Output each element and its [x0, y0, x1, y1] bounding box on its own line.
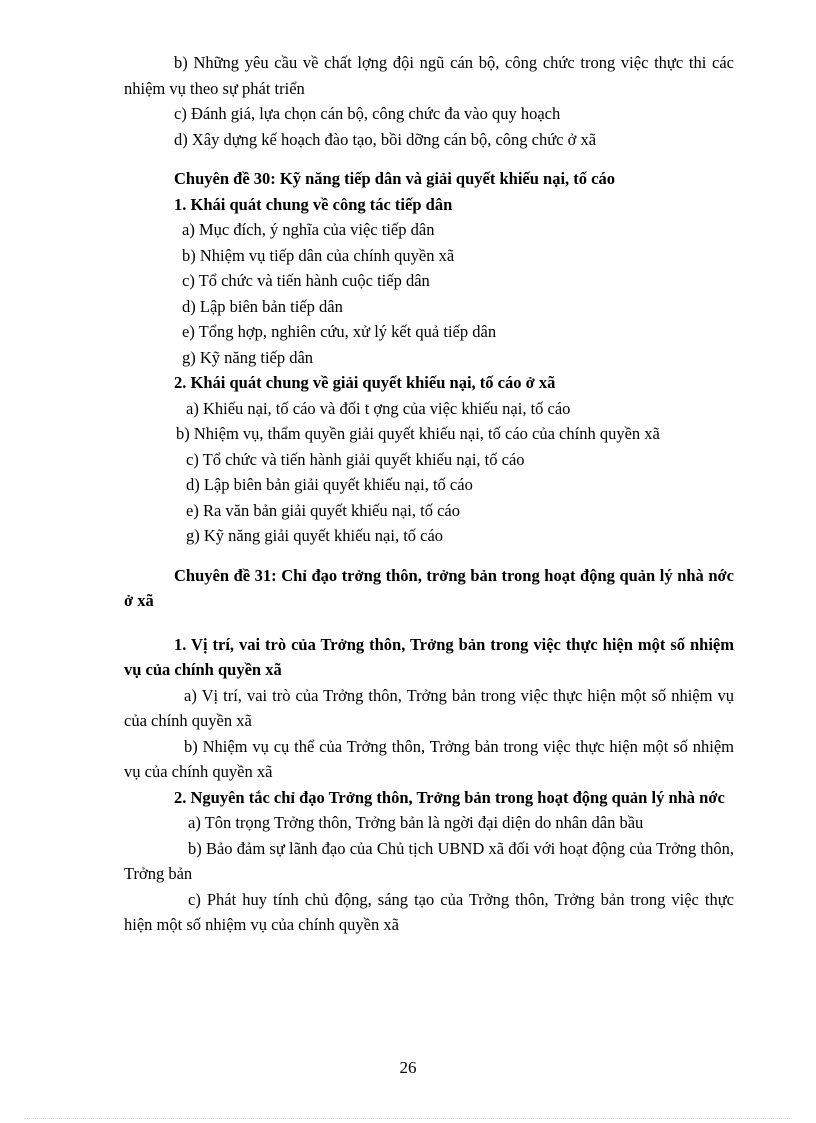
s31-part2-item: a) Tôn trọng Trởng thôn, Trởng bản là ngời đại diện do nhân dân bầu [188, 813, 644, 832]
s30-part2-item: e) Ra văn bản giải quyết khiếu nại, tố cáo [186, 500, 460, 520]
s29-item-c: c) Đánh giá, lựa chọn cán bộ, công chức đa vào quy hoạch [174, 104, 561, 123]
s30-part1-item: c) Tổ chức và tiến hành cuộc tiếp dân [182, 271, 430, 290]
page-bottom-border [24, 1118, 792, 1119]
s31-part2-heading: 2. Nguyên tắc chỉ đạo Trởng thôn, Trởng bản trong hoạt động quản lý nhà nớc [174, 787, 725, 807]
s31-part2-item: c) Phát huy tính chủ động, sáng tạo của Trởng thôn, Trởng bản trong việc thực hiện một số nhiệm vụ của chính quyền xã [124, 889, 734, 934]
s30-part1-item: e) Tổng hợp, nghiên cứu, xử lý kết quả tiếp dân [182, 322, 497, 341]
s30-part2-item: d) Lập biên bản giải quyết khiếu nại, tố cáo [186, 475, 473, 494]
s31-part1-item: b) Nhiệm vụ cụ thể của Trởng thôn, Trởng bản trong việc thực hiện một số nhiệm vụ của chính quyền xã [124, 736, 734, 781]
s30-part2-item: a) Khiếu nại, tố cáo và đối t ợng của việc khiếu nại, tố cáo [186, 398, 571, 418]
s29-item-d: d) Xây dựng kế hoạch đào tạo, bồi dỡng cán bộ, công chức ở xã [174, 129, 597, 149]
s30-part1-item: b) Nhiệm vụ tiếp dân của chính quyền xã [182, 245, 455, 265]
s31-part1-item: a) Vị trí, vai trò của Trởng thôn, Trởng bản trong việc thực hiện một số nhiệm vụ của chính quyền xã [124, 685, 734, 730]
s30-part1-item: d) Lập biên bản tiếp dân [182, 296, 343, 316]
s30-part2-item: c) Tổ chức và tiến hành giải quyết khiếu nại, tố cáo [186, 449, 525, 469]
s31-part2-item: b) Bảo đảm sự lãnh đạo của Chủ tịch UBND xã đối với hoạt động của Trởng thôn, Trởng bản [124, 838, 734, 883]
document-page [124, 50, 734, 938]
s30-part1-item: g) Kỹ năng tiếp dân [182, 347, 314, 367]
s30-part1-heading: 1. Khái quát chung về công tác tiếp dân [174, 194, 453, 214]
s30-title: Chuyên đề 30: Kỹ năng tiếp dân và giải quyết khiếu nại, tố cáo [174, 169, 615, 188]
s30-part2-item: b) Nhiệm vụ, thẩm quyền giải quyết khiếu nại, tố cáo của chính quyền xã [176, 424, 660, 443]
s30-part2-heading: 2. Khái quát chung về giải quyết khiếu nại, tố cáo ở xã [174, 373, 556, 392]
page-number: 26 [399, 1058, 417, 1077]
s31-title: Chuyên đề 31: Chỉ đạo trởng thôn, trởng bản trong hoạt động quản lý nhà nớc ở xã [124, 565, 734, 610]
s30-part1-item: a) Mục đích, ý nghĩa của việc tiếp dân [182, 220, 435, 239]
s29-item-b: b) Những yêu cầu về chất lợng đội ngũ cán bộ, công chức trong việc thực thi các nhiệm vụ theo sự phát triển [124, 53, 734, 98]
s30-part2-item: g) Kỹ năng giải quyết khiếu nại, tố cáo [186, 526, 444, 545]
s31-part1-heading: 1. Vị trí, vai trò của Trởng thôn, Trởng bản trong việc thực hiện một số nhiệm vụ của chính quyền xã [124, 634, 734, 679]
